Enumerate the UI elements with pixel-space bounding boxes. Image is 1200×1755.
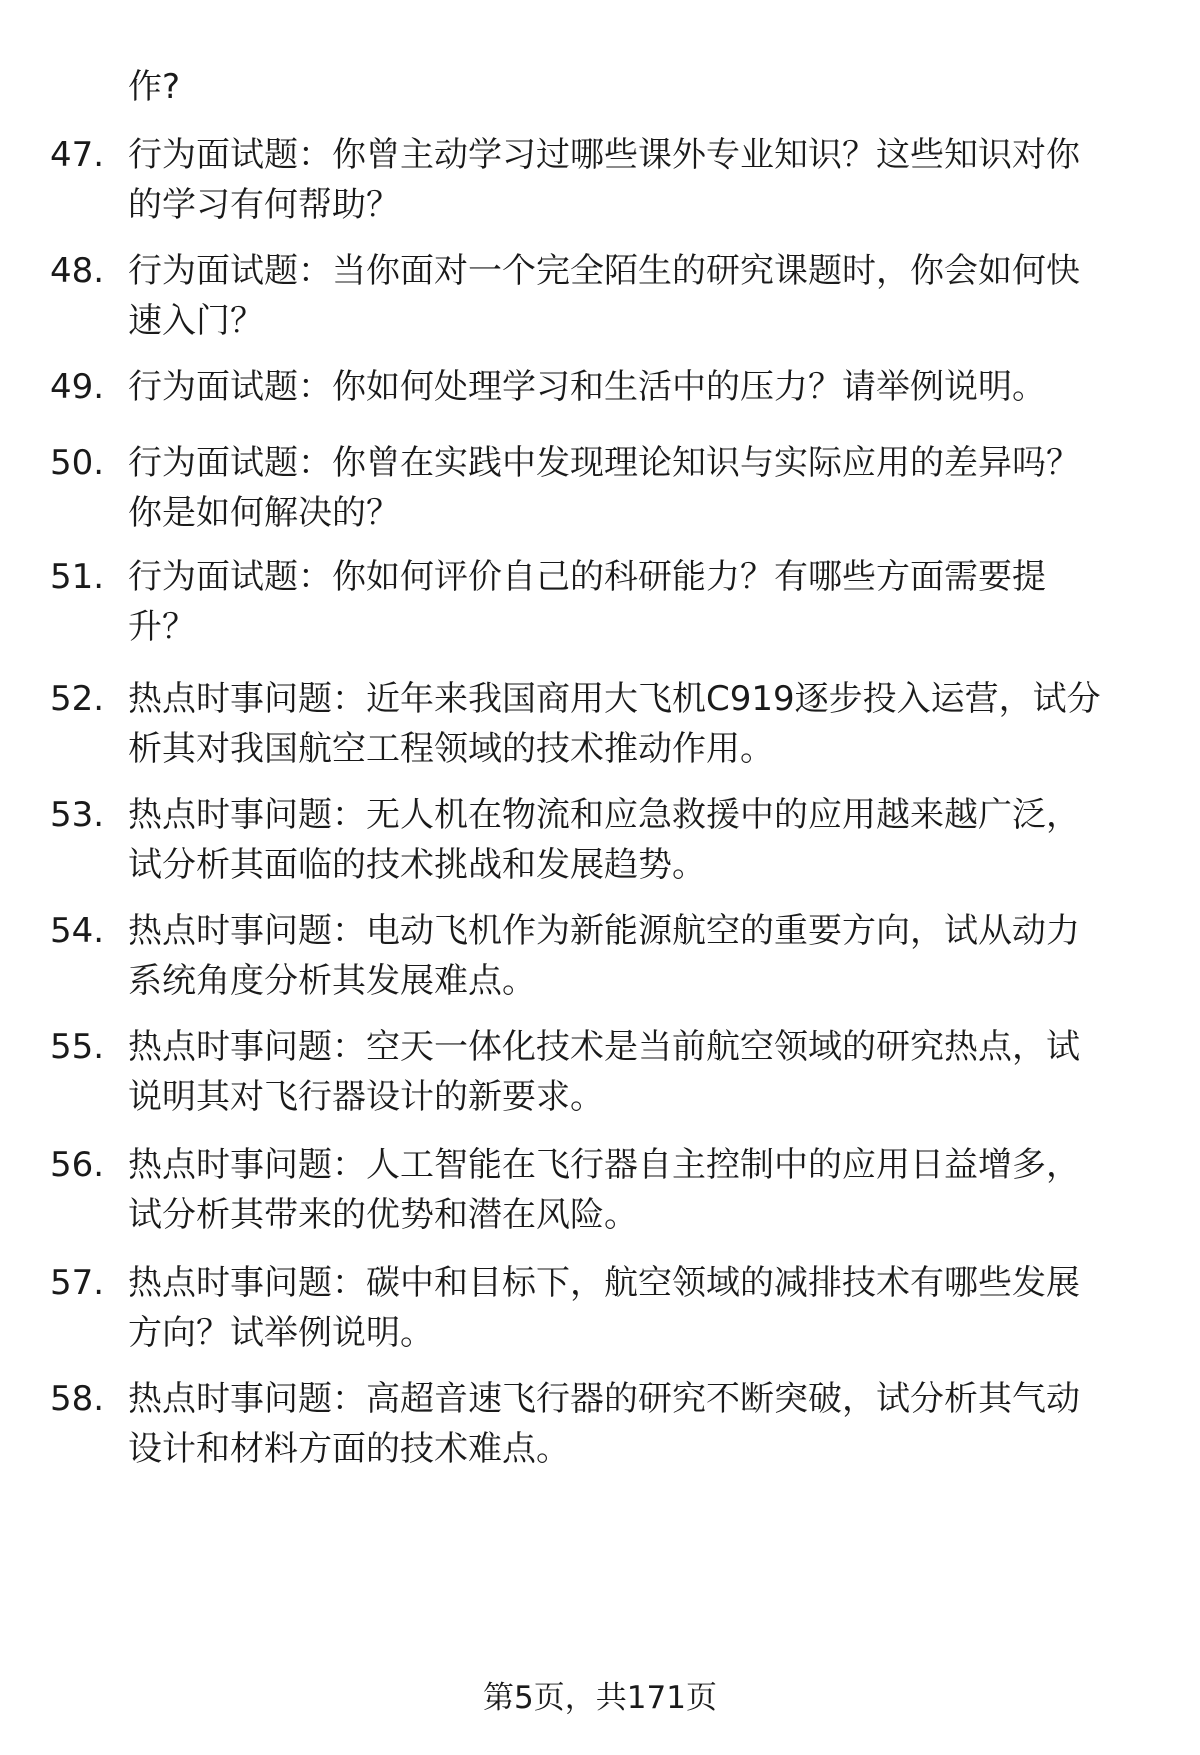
question-number: 53. (50, 795, 105, 835)
question-number: 48. (50, 251, 105, 291)
question-number: 54. (50, 911, 105, 951)
question-number: 58. (50, 1379, 105, 1419)
question-item (50, 1140, 1160, 1240)
question-item (50, 1022, 1160, 1122)
question-number: 50. (50, 443, 105, 483)
question-text: 热点时事问题：无人机在物流和应急救援中的应用越来越广泛， 试分析其面临的技术挑战和发展趋势。 (128, 795, 1080, 885)
question-text: 热点时事问题：高超音速飞行器的研究不断突破，试分析其气动 设计和材料方面的技术难点。 (128, 1379, 1080, 1469)
question-item (50, 362, 1160, 412)
question-item (50, 552, 1160, 652)
question-text: 热点时事问题：空天一体化技术是当前航空领域的研究热点，试 说明其对飞行器设计的新要求。 (128, 1027, 1080, 1117)
question-item (50, 1258, 1160, 1358)
question-text: 行为面试题：你曾在实践中发现理论知识与实际应用的差异吗？ 你是如何解决的？ (128, 443, 1080, 533)
question-number: 56. (50, 1145, 105, 1185)
question-text: 行为面试题：你如何处理学习和生活中的压力？请举例说明。 (128, 367, 1046, 407)
page-footer: 第5页，共171页 (483, 1680, 717, 1716)
question-text: 热点时事问题：碳中和目标下，航空领域的减排技术有哪些发展 方向？试举例说明。 (128, 1263, 1080, 1353)
continuation-text: 作? (128, 67, 181, 107)
question-text: 行为面试题：你如何评价自己的科研能力？有哪些方面需要提 升？ (128, 557, 1046, 647)
question-item (50, 438, 1160, 538)
question-item (50, 1374, 1160, 1474)
question-number: 51. (50, 557, 105, 597)
question-item (50, 246, 1160, 346)
question-text: 热点时事问题：人工智能在飞行器自主控制中的应用日益增多， 试分析其带来的优势和潜在风险。 (128, 1145, 1080, 1235)
question-item (50, 130, 1160, 230)
question-number: 52. (50, 679, 105, 719)
question-text: 热点时事问题：电动飞机作为新能源航空的重要方向，试从动力 系统角度分析其发展难点。 (128, 911, 1080, 1001)
question-number: 49. (50, 367, 105, 407)
question-number: 57. (50, 1263, 105, 1303)
question-text: 行为面试题：你曾主动学习过哪些课外专业知识？这些知识对你 的学习有何帮助？ (128, 135, 1080, 225)
question-text: 热点时事问题：近年来我国商用大飞机C919逐步投入运营，试分 析其对我国航空工程领域的技术推动作用。 (128, 679, 1101, 769)
question-text: 行为面试题：当你面对一个完全陌生的研究课题时，你会如何快 速入门？ (128, 251, 1080, 341)
question-item (50, 674, 1160, 774)
question-item (50, 906, 1160, 1006)
question-item (50, 790, 1160, 890)
question-number: 47. (50, 135, 105, 175)
question-number: 55. (50, 1027, 105, 1067)
